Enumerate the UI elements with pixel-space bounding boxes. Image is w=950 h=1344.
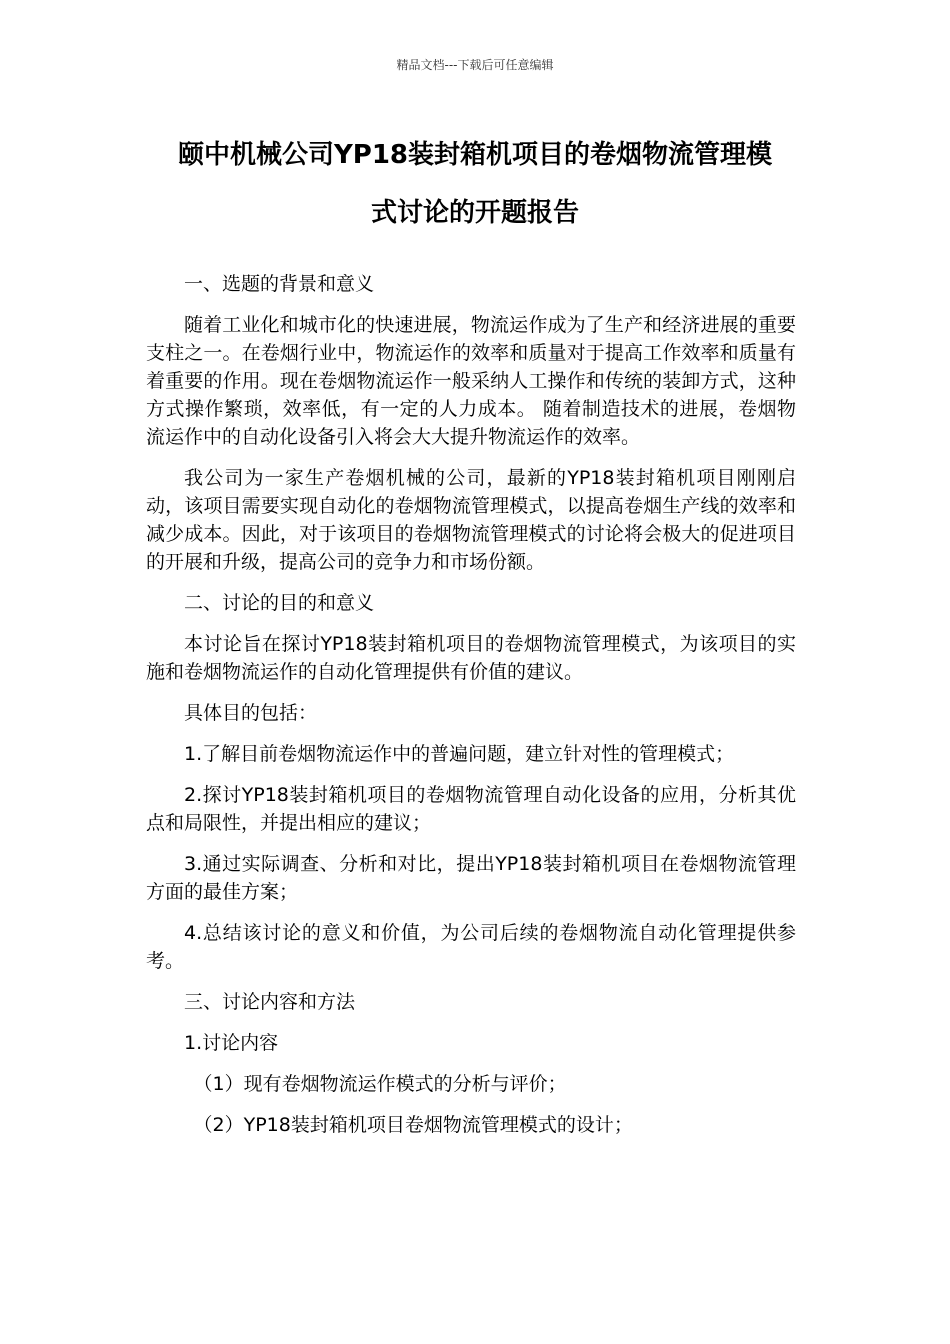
list-item-goal-4: 4.总结该讨论的意义和价值，为公司后续的卷烟物流自动化管理提供参考。 bbox=[146, 922, 796, 972]
document-title-line-1: 颐中机械公司YP18装封箱机项目的卷烟物流管理模 bbox=[177, 140, 773, 170]
list-item-goal-3: 3.通过实际调查、分析和对比，提出YP18装封箱机项目在卷烟物流管理方面的最佳方案； bbox=[146, 853, 796, 903]
paragraph-background: 随着工业化和城市化的快速进展，物流运作成为了生产和经济进展的重要支柱之一。在卷烟行业中，物流运作的效率和质量对于提高工作效率和质量有着重要的作用。现在卷烟物流运作一般采纳人工操作和传统的装卸方式，这种方式操作繁琐，效率低，有一定的人力成本。 随着制造技术的进展，卷烟物流运作中的自动化设备引入将会大大提升物流运作的效率。 bbox=[146, 314, 796, 448]
list-item-content-1: （1）现有卷烟物流运作模式的分析与评价； bbox=[193, 1073, 567, 1095]
paragraph-company-project: 我公司为一家生产卷烟机械的公司，最新的YP18装封箱机项目刚刚启动，该项目需要实现自动化的卷烟物流管理模式，以提高卷烟生产线的效率和减少成本。因此，对于该项目的卷烟物流管理模式的讨论将会极大的促进项目的开展和升级，提高公司的竞争力和市场份额。 bbox=[146, 467, 796, 573]
page-header: 精品文档---下载后可任意编辑 bbox=[396, 58, 554, 72]
list-item-goal-1: 1.了解目前卷烟物流运作中的普遍问题，建立针对性的管理模式； bbox=[184, 743, 735, 765]
section-heading-purpose: 二、讨论的目的和意义 bbox=[184, 592, 375, 614]
document-body bbox=[146, 270, 796, 1152]
section-heading-content-methods: 三、讨论内容和方法 bbox=[184, 991, 356, 1013]
subsection-heading-content: 1.讨论内容 bbox=[184, 1032, 279, 1054]
section-heading-background: 一、选题的背景和意义 bbox=[184, 273, 375, 295]
list-item-content-2: （2）YP18装封箱机项目卷烟物流管理模式的设计； bbox=[193, 1114, 633, 1136]
paragraph-specific-goals: 具体目的包括： bbox=[184, 702, 318, 724]
paragraph-purpose: 本讨论旨在探讨YP18装封箱机项目的卷烟物流管理模式，为该项目的实施和卷烟物流运作的自动化管理提供有价值的建议。 bbox=[146, 633, 796, 683]
list-item-goal-2: 2.探讨YP18装封箱机项目的卷烟物流管理自动化设备的应用，分析其优点和局限性，并提出相应的建议； bbox=[146, 784, 796, 834]
document-title-line-2: 式讨论的开题报告 bbox=[370, 198, 579, 228]
